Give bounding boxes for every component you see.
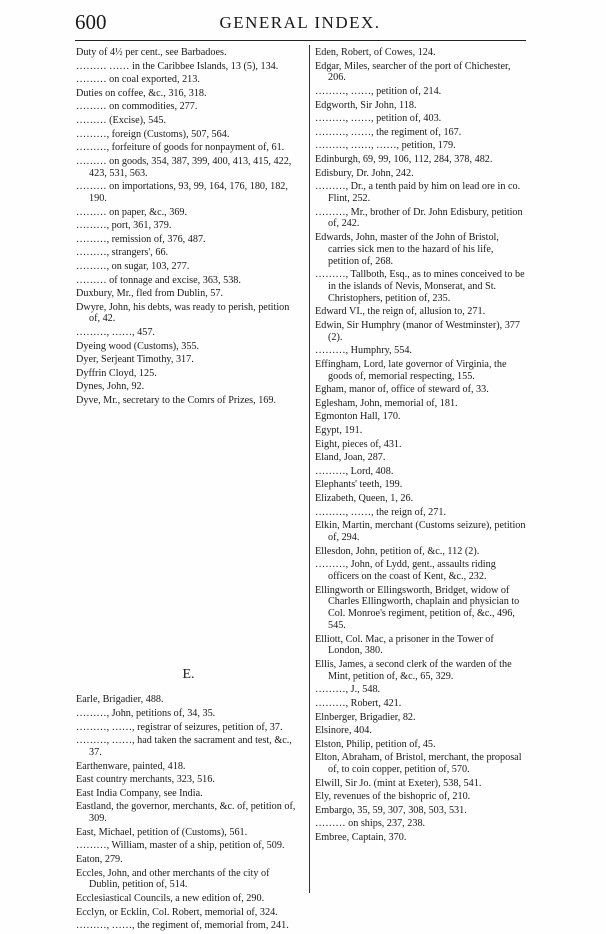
index-entry: Dyffrin Cloyd, 125. bbox=[76, 367, 157, 379]
index-entry: ………, Lord, 408. bbox=[315, 465, 394, 477]
index-entry: Effingham, Lord, late governor of Virginia, the goods of, memorial respecting, 155. bbox=[315, 358, 507, 382]
index-entry: Eglesham, John, memorial of, 181. bbox=[315, 397, 458, 409]
index-entry: ………, Dr., a tenth paid by him on lead ore in co. Flint, 252. bbox=[315, 181, 521, 204]
index-entry: Edgar, Miles, searcher of the port of Chichester, 206. bbox=[315, 60, 511, 84]
blank-space bbox=[76, 409, 301, 657]
index-entry: ………, ……, registrar of seizures, petition of, 37. bbox=[76, 721, 283, 733]
index-entry: ………, John, petitions of, 34, 35. bbox=[76, 708, 216, 720]
index-entry: ………, ……, had taken the sacrament and test, &c., 37. bbox=[76, 735, 292, 759]
index-entry: Elwill, Sir Jo. (mint at Exeter), 538, 541. bbox=[315, 777, 482, 789]
index-entry: ………, port, 361, 379. bbox=[76, 220, 172, 232]
index-entry: ………, ……, 457. bbox=[76, 327, 155, 339]
index-entry: Dwyre, John, his debts, was ready to perish, petition of, 42. bbox=[76, 301, 290, 325]
index-entry: ……… on commodities, 277. bbox=[76, 101, 198, 113]
index-entry: Elephants' teeth, 199. bbox=[315, 479, 403, 491]
index-entry: ………, ……, petition of, 214. bbox=[315, 85, 442, 97]
index-entry: Eden, Robert, of Cowes, 124. bbox=[315, 47, 436, 58]
index-entry: ……… (Excise), 545. bbox=[76, 114, 166, 126]
index-entry: ……… on goods, 354, 387, 399, 400, 413, 415, 422, 423, 531, 563. bbox=[76, 155, 292, 179]
index-entry: Eccles, John, and other merchants of the city of Dublin, petition of, 514. bbox=[76, 867, 270, 891]
index-entry: ………, foreign (Customs), 507, 564. bbox=[76, 128, 230, 140]
index-entry: ……… on coal exported, 213. bbox=[76, 74, 200, 86]
page-number: 600 bbox=[75, 10, 107, 34]
index-entry: ………, John, of Lydd, gent., assaults riding officers on the coast of Kent, &c., 232. bbox=[315, 559, 496, 582]
index-entry: Ellesdon, John, petition of, &c., 112 (2). bbox=[315, 545, 480, 557]
index-entry: ………, forfeiture of goods for nonpayment of, 61. bbox=[76, 142, 285, 154]
index-entry: Embree, Captain, 370. bbox=[315, 832, 407, 844]
index-entry: ………, ……, the regiment of, memorial from, 241. bbox=[76, 920, 289, 932]
index-entry: Edgworth, Sir John, 118. bbox=[315, 99, 417, 111]
index-entry: ………, William, master of a ship, petition of, 509. bbox=[76, 840, 285, 852]
index-entries-d bbox=[76, 47, 301, 407]
index-entry: Duties on coffee, &c., 316, 318. bbox=[76, 87, 207, 99]
index-entry: ………, on sugar, 103, 277. bbox=[76, 260, 190, 272]
index-entry: Earthenware, painted, 418. bbox=[76, 760, 186, 772]
index-entry: ………, Robert, 421. bbox=[315, 697, 402, 709]
index-entry: ………, ……, the regiment of, 167. bbox=[315, 126, 462, 138]
index-entry: ………, Tallboth, Esq., as to mines conceived to be in the islands of Nevis, Monserat, and St. Christophers, petition of, 235. bbox=[315, 269, 525, 304]
index-entry: Edwards, John, master of the John of Bristol, carries sick men to the hazard of his life, petition of, 268. bbox=[315, 231, 499, 267]
index-entry: Duxbury, Mr., fled from Dublin, 57. bbox=[76, 288, 224, 300]
index-entry: Ely, revenues of the bishopric of, 210. bbox=[315, 791, 471, 803]
index-entry: Eland, Joan, 287. bbox=[315, 452, 386, 464]
index-entry: Eaton, 279. bbox=[76, 853, 123, 865]
index-entry: ………, J., 548. bbox=[315, 684, 381, 696]
index-entry: ………, remission of, 376, 487. bbox=[76, 233, 206, 245]
index-entry: ……… on importations, 93, 99, 164, 176, 180, 182, 190. bbox=[76, 181, 288, 204]
index-entry: Edinburgh, 69, 99, 106, 112, 284, 378, 482. bbox=[315, 153, 493, 165]
index-entry: East country merchants, 323, 516. bbox=[76, 774, 215, 786]
index-entry: Ecclyn, or Ecklin, Col. Robert, memorial of, 324. bbox=[76, 906, 278, 918]
index-entry: Dyeing wood (Customs), 355. bbox=[76, 340, 200, 352]
index-entry: Ellis, James, a second clerk of the warden of the Mint, petition of, &c., 65, 329. bbox=[315, 658, 512, 682]
index-entry: Elnberger, Brigadier, 82. bbox=[315, 711, 416, 723]
index-entry: East, Michael, petition of (Customs), 561. bbox=[76, 826, 248, 838]
page-title: GENERAL INDEX. bbox=[219, 13, 381, 32]
index-entry: Elliott, Col. Mac, a prisoner in the Tower of London, 380. bbox=[315, 633, 494, 657]
index-entry: Elsinore, 404. bbox=[315, 725, 372, 737]
index-entry: Duty of 4½ per cent., see Barbadoes. bbox=[76, 47, 227, 58]
index-entry: ………, Mr., brother of Dr. John Edisbury, petition of, 242. bbox=[315, 206, 523, 230]
index-entry: Dynes, John, 92. bbox=[76, 381, 145, 393]
index-entry: Egypt, 191. bbox=[315, 425, 363, 437]
index-entry: Dyve, Mr., secretary to the Comrs of Prizes, 169. bbox=[76, 395, 277, 407]
index-entries-right bbox=[315, 47, 527, 844]
index-entry: ………, ……, petition of, 403. bbox=[315, 113, 442, 125]
page-header bbox=[75, 10, 525, 36]
index-entry: Embargo, 35, 59, 307, 308, 503, 531. bbox=[315, 804, 467, 816]
index-entries-e bbox=[76, 694, 301, 932]
index-entry: Egham, manor of, office of steward of, 33. bbox=[315, 384, 489, 396]
index-entry: Edisbury, Dr. John, 242. bbox=[315, 167, 414, 179]
index-entry: ………, Humphry, 554. bbox=[315, 345, 412, 357]
index-entry: Elton, Abraham, of Bristol, merchant, the proposal of, to coin copper, petition of, 570. bbox=[315, 752, 522, 776]
index-entry: Eastland, the governor, merchants, &c. of, petition of, 309. bbox=[76, 801, 296, 825]
index-entry: ……… on paper, &c., 369. bbox=[76, 206, 188, 218]
header-rule bbox=[75, 40, 526, 41]
left-column bbox=[76, 47, 301, 934]
column-divider bbox=[309, 45, 310, 893]
index-entry: ……… on ships, 237, 238. bbox=[315, 818, 426, 830]
index-entry: Eight, pieces of, 431. bbox=[315, 438, 402, 450]
index-entry: ………, ……, the reign of, 271. bbox=[315, 506, 447, 518]
index-entry: Earle, Brigadier, 488. bbox=[76, 694, 164, 706]
index-entry: Egmonton Hall, 170. bbox=[315, 411, 401, 423]
index-entry: Edward VI., the reign of, allusion to, 271. bbox=[315, 306, 486, 318]
section-letter: E. bbox=[182, 666, 195, 682]
index-entry: ………, ……, ……, petition, 179. bbox=[315, 140, 456, 152]
index-entry: Elizabeth, Queen, 1, 26. bbox=[315, 493, 414, 505]
index-entry: East India Company, see India. bbox=[76, 787, 203, 799]
index-entry: ………, strangers', 66. bbox=[76, 247, 169, 259]
right-column bbox=[315, 47, 527, 846]
index-entry: ……… of tonnage and excise, 363, 538. bbox=[76, 274, 241, 286]
index-entry: Elston, Philip, petition of, 45. bbox=[315, 738, 436, 750]
index-entry: Dyer, Serjeant Timothy, 317. bbox=[76, 354, 194, 366]
index-entry: Elkin, Martin, merchant (Customs seizure), petition of, 294. bbox=[315, 520, 526, 543]
index-entry: ……… …… in the Caribbee Islands, 13 (5), 134. bbox=[76, 60, 279, 72]
index-entry: Edwin, Sir Humphry (manor of Westminster), 377 (2). bbox=[315, 319, 520, 343]
index-entry: Ellingworth or Ellingsworth, Bridget, widow of Charles Ellingworth, chaplain and physician to Col. Monroe's regiment, petition of, &c., 496, 545. bbox=[315, 584, 520, 631]
index-entry: Ecclesiastical Councils, a new edition of, 290. bbox=[76, 892, 265, 904]
